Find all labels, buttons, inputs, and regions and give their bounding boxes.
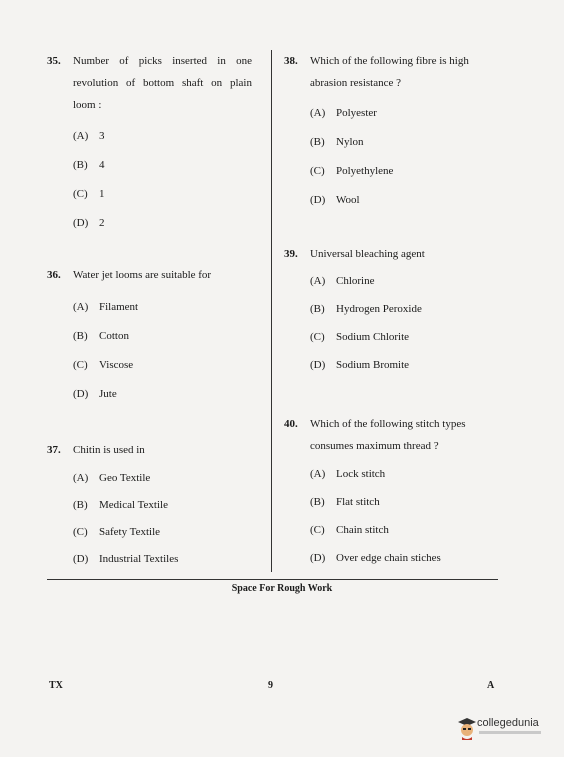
question-number: 39. [284,248,298,260]
question-text: Which of the following fibre is high abrasion resistance ? [310,55,469,89]
options-list [73,465,252,573]
student-mascot-icon [457,716,477,740]
question-number: 36. [47,269,61,281]
option-c[interactable]: (C) Sodium Chlorite [310,331,410,343]
options-list [310,460,499,572]
option-c[interactable]: (C) Safety Textile [73,526,161,538]
question-36 [47,264,252,409]
option-d[interactable]: (D) 2 [73,217,105,229]
logo-tagline [479,731,541,734]
footer-subject-code: TX [49,680,63,691]
question-text: Number of picks inserted in one revolution of bottom shaft on plain loom : [73,55,252,111]
option-d[interactable]: (D) Jute [73,388,117,400]
option-a[interactable]: (A) Polyester [310,107,377,119]
option-c[interactable]: (C) Polyethylene [310,165,394,177]
option-d[interactable]: (D) Sodium Bromite [310,359,410,371]
option-b[interactable]: (B) Nylon [310,136,364,148]
question-37 [47,439,252,573]
question-text: Water jet looms are suitable for [73,269,212,281]
question-text: Which of the following stitch types consumes maximum thread ? [310,418,466,452]
question-text: Chitin is used in [73,444,145,456]
option-b[interactable]: (B) Medical Textile [73,499,168,511]
option-b[interactable]: (B) Cotton [73,330,129,342]
question-number: 40. [284,418,298,430]
option-d[interactable]: (D) Wool [310,194,360,206]
options-list [73,293,252,409]
options-list [73,122,252,238]
option-b[interactable]: (B) 4 [73,159,105,171]
option-b[interactable]: (B) Hydrogen Peroxide [310,303,422,315]
option-a[interactable]: (A) Filament [73,301,139,313]
option-c[interactable]: (C) Chain stitch [310,524,389,536]
option-c[interactable]: (C) 1 [73,188,105,200]
rough-work-divider [47,579,498,580]
question-text: Universal bleaching agent [310,248,425,260]
question-35 [47,50,252,238]
question-number: 38. [284,55,298,67]
options-list [310,99,499,215]
question-39 [284,243,499,379]
option-d[interactable]: (D) Over edge chain stiches [310,552,441,564]
rough-work-label: Space For Rough Work [231,583,333,594]
collegedunia-logo [457,716,547,742]
option-b[interactable]: (B) Flat stitch [310,496,380,508]
page-number: 9 [268,680,273,691]
option-a[interactable]: (A) Geo Textile [73,472,151,484]
question-40 [284,413,499,572]
question-number: 35. [47,55,61,67]
option-a[interactable]: (A) 3 [73,130,105,142]
question-number: 37. [47,444,61,456]
option-d[interactable]: (D) Industrial Textiles [73,553,179,565]
options-list [310,267,499,379]
column-divider [271,50,272,572]
option-c[interactable]: (C) Viscose [73,359,134,371]
question-38 [284,50,499,215]
footer-booklet-series: A [487,680,495,691]
option-a[interactable]: (A) Lock stitch [310,468,386,480]
logo-text: collegedunia [477,717,539,729]
option-a[interactable]: (A) Chlorine [310,275,375,287]
